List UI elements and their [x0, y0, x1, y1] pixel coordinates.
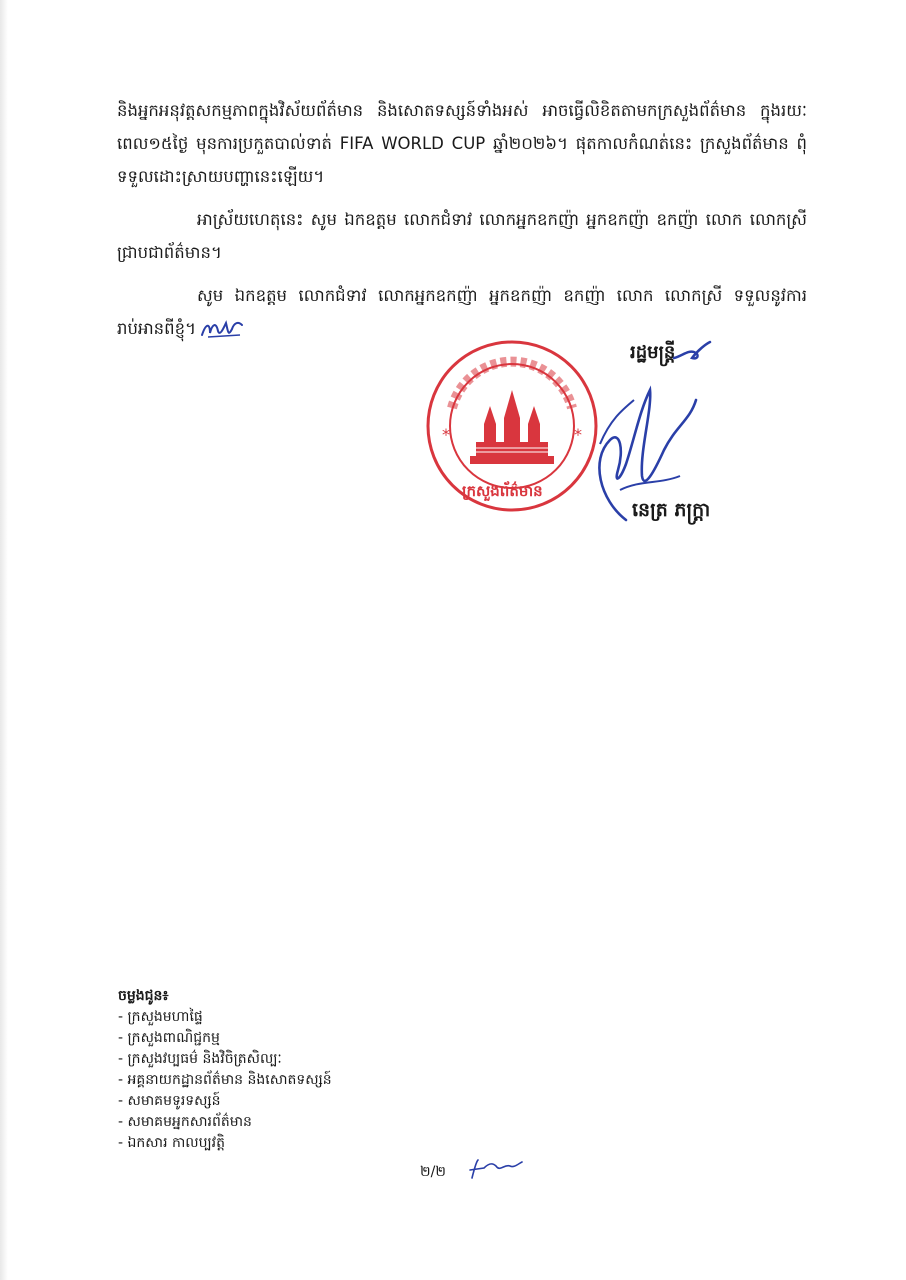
svg-text:*: * — [442, 425, 450, 444]
cc-section — [118, 986, 332, 1154]
paragraph-2: អាស្រ័យហេតុនេះ សូម ឯកឧត្តម លោកជំទាវ លោកអ្នកឧកញ៉ា អ្នកឧកញ៉ា ឧកញ៉ា លោក លោកស្រី ជ្រាបជាព័ត៌មាន។ — [117, 210, 807, 262]
handwritten-initial-icon — [198, 317, 246, 343]
cc-item: - សមាគមអ្នកសារព័ត៌មាន — [118, 1112, 332, 1133]
seal-bottom-text: ក្រសួងព័ត៌មាន — [462, 482, 543, 500]
signatory-title: រដ្ឋមន្ត្រី — [630, 342, 676, 363]
cc-item: - សមាគមទូរទស្សន៍ — [118, 1091, 332, 1112]
page-number: ២/២ — [420, 1164, 446, 1180]
cc-item: - អគ្គនាយកដ្ឋានព័ត៌មាន និងសោតទស្សន៍ — [118, 1070, 332, 1091]
svg-text:*: * — [574, 425, 582, 444]
cc-item: - ក្រសួងវប្បធម៌ និងវិចិត្រសិល្បៈ — [118, 1049, 332, 1070]
paragraph-3 — [117, 279, 807, 345]
page-initial-icon — [466, 1156, 526, 1182]
scan-edge-shadow — [0, 0, 8, 1280]
cc-item: - ក្រសួងពាណិជ្ជកម្ម — [118, 1028, 332, 1049]
letter-body — [117, 94, 807, 345]
cc-list — [118, 1007, 332, 1154]
paragraph-3-text: សូម ឯកឧត្តម លោកជំទាវ លោកអ្នកឧកញ៉ា អ្នកឧកញ៉ា ឧកញ៉ា លោក លោកស្រី ទទួលនូវការរាប់អានពីខ្ញុំ។ — [117, 286, 807, 338]
paragraph-1: និងអ្នកអនុវត្តសកម្មភាពក្នុងវិស័យព័ត៌មាន និងសោតទស្សន៍ទាំងអស់ អាចធ្វើលិខិតតាមកក្រសួងព័ត៌មាន ក្នុងរយៈពេល១៥ថ្ងៃ មុនការប្រកួតបាល់ទាត់ FIFA WORLD CUP ឆ្នាំ២០២៦។ ផុតកាលកំណត់នេះ ក្រសួងព័ត៌មាន ពុំទទួលដោះស្រាយបញ្ហានេះឡើយ។ — [117, 101, 807, 186]
cc-item: - ក្រសួងមហាផ្ទៃ — [118, 1007, 332, 1028]
cc-item: - ឯកសារ កាលប្បវត្តិ — [118, 1133, 332, 1154]
cc-title: ចម្លងជូន៖ — [118, 988, 169, 1004]
signatory-name: នេត្រ ភក្ត្រា — [632, 499, 711, 521]
title-flourish-icon — [672, 340, 712, 366]
